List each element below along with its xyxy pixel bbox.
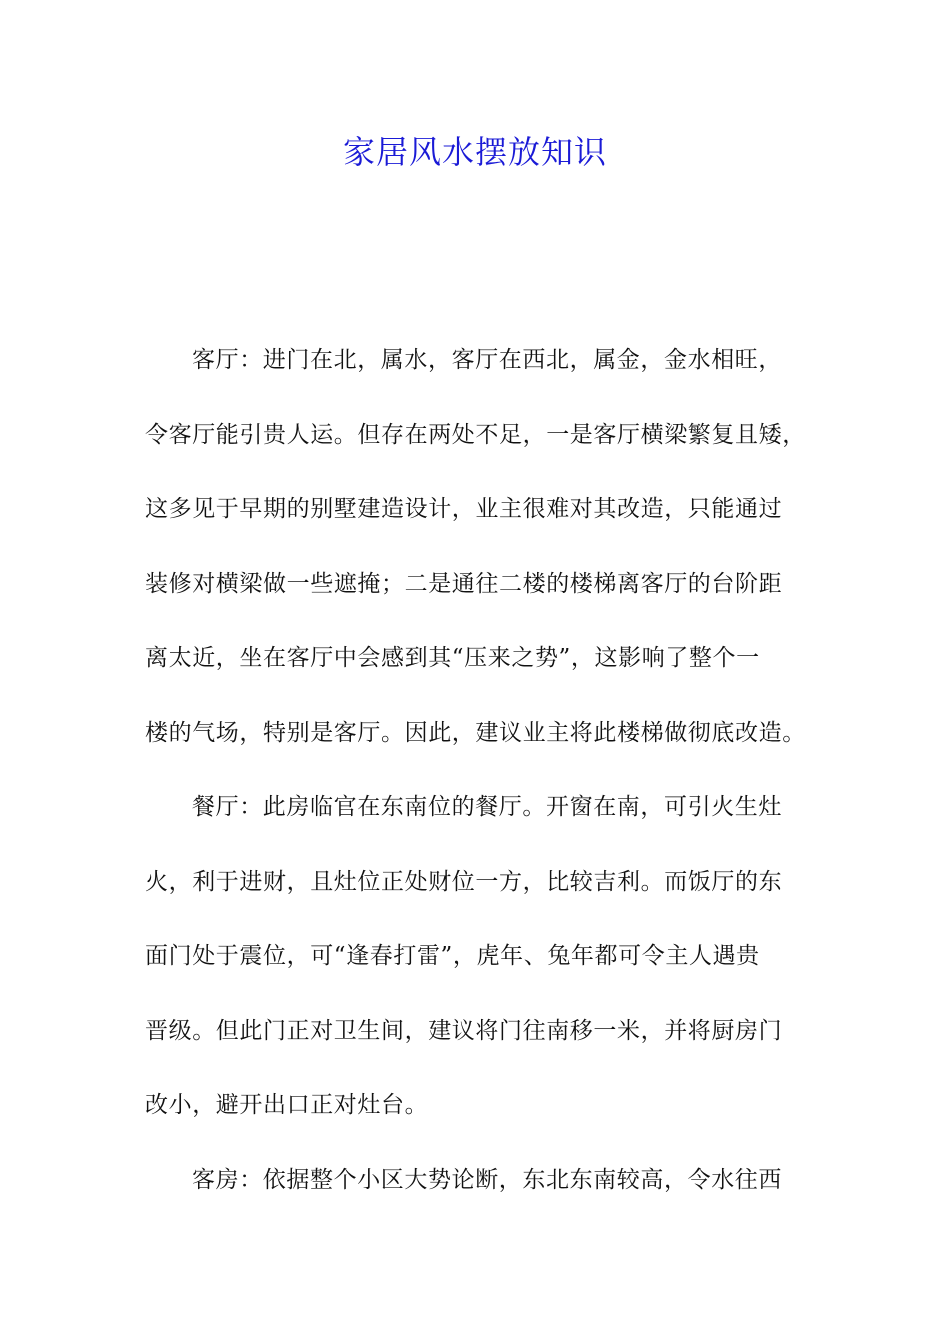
text-line: 离太近，坐在客厅中会感到其“压来之势”，这影响了整个一	[145, 645, 760, 671]
text-line: 客厅：进门在北，属水，客厅在西北，属金，金水相旺，	[192, 347, 782, 373]
text-line: 楼的气场，特别是客厅。因此，建议业主将此楼梯做彻底改造。	[145, 719, 806, 746]
text-line: 客房：依据整个小区大势论断，东北东南较高，令水往西	[192, 1166, 782, 1193]
text-line: 火，利于进财，且灶位正处财位一方，比较吉利。而饭厅的东	[145, 868, 783, 895]
text-line: 装修对横梁做一些遮掩；二是通往二楼的楼梯离客厅的台阶距	[145, 570, 783, 597]
document-title: 家居风水摆放知识	[342, 133, 607, 171]
paragraph-living-room	[145, 336, 811, 783]
text-line: 面门处于震位，可“逢春打雷”，虎年、兔年都可令主人遇贵	[145, 943, 760, 969]
text-line: 改小，避开出口正对灶台。	[145, 1092, 429, 1118]
text-line: 令客厅能引贵人运。但存在两处不足，一是客厅横梁繁复且矮，	[145, 421, 806, 448]
document-body	[145, 336, 811, 1230]
paragraph-dining-room	[145, 783, 811, 1156]
text-line: 这多见于早期的别墅建造设计，业主很难对其改造，只能通过	[145, 496, 783, 522]
text-line: 餐厅：此房临官在东南位的餐厅。开窗在南，可引火生灶	[192, 794, 782, 820]
text-line: 晋级。但此门正对卫生间，建议将门往南移一米，并将厨房门	[145, 1017, 783, 1044]
paragraph-guest-room	[145, 1156, 811, 1231]
